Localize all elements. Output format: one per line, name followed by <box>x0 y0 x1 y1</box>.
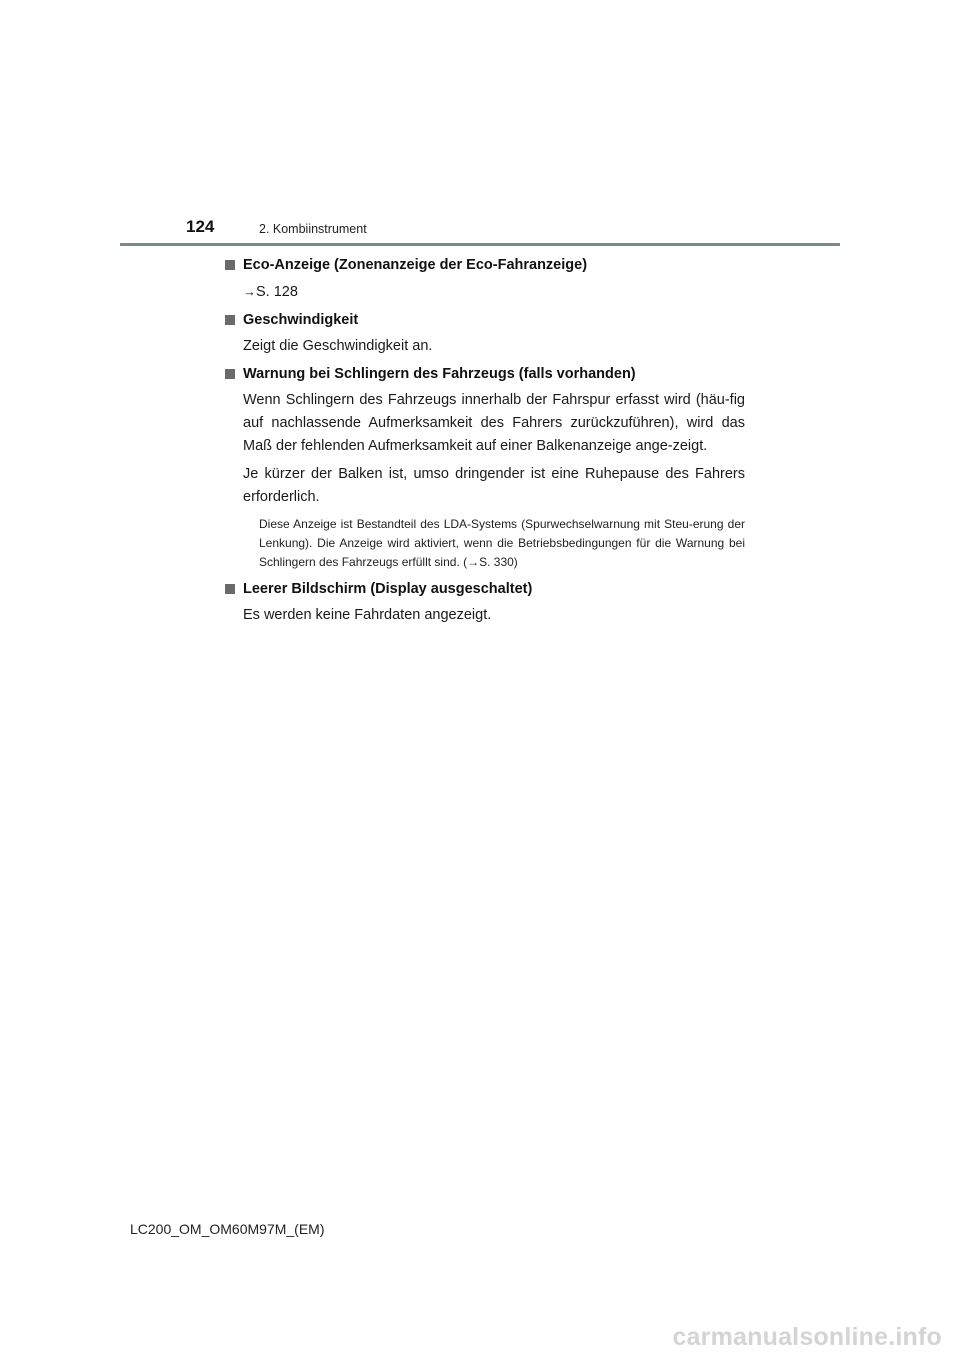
section-geschwindigkeit <box>224 309 745 358</box>
section-heading-text: Eco-Anzeige (Zonenanzeige der Eco-Fahranzeige) <box>243 257 588 273</box>
document-code: LC200_OM_OM60M97M_(EM) <box>130 1221 325 1237</box>
page-content <box>224 254 745 632</box>
section-heading <box>224 363 745 385</box>
section-heading <box>224 309 745 331</box>
page-reference[interactable] <box>224 280 745 304</box>
chapter-title: 2. Kombiinstrument <box>259 222 367 236</box>
section-heading <box>224 578 745 600</box>
body-paragraph: Zeigt die Geschwindigkeit an. <box>243 338 433 354</box>
arrow-right-icon: → <box>243 284 256 299</box>
page-number: 124 <box>186 217 215 236</box>
square-bullet-icon <box>225 369 235 379</box>
arrow-right-icon: → <box>467 555 480 569</box>
square-bullet-icon <box>225 584 235 594</box>
body-paragraph: Wenn Schlingern des Fahrzeugs innerhalb der Fahrspur erfasst wird (häu-fig auf nachlassende Aufmerksamkeit des Fahrers zurückzuführen), wird das Maß der fehlenden Aufmerksamkeit auf einer Balkenanzeige ange-zeigt. <box>243 392 745 454</box>
square-bullet-icon <box>225 260 235 270</box>
page-reference-text: S. 128 <box>256 284 298 300</box>
note-text: Diese Anzeige ist Bestandteil des LDA-Systems (Spurwechselwarnung mit Steu-erung der Lenkung). Die Anzeige wird aktiviert, wenn die Betriebsbedingungen für die Warnung bei Schlingern des Fahrzeugs erfüllt sind. ( <box>259 517 745 569</box>
body-paragraph: Je kürzer der Balken ist, umso dringender ist eine Ruhepause des Fahrers erforderlich. <box>243 466 745 505</box>
note-paragraph <box>224 515 745 572</box>
section-leerer-bildschirm <box>224 578 745 627</box>
watermark: carmanualsonline.info <box>672 1323 942 1351</box>
square-bullet-icon <box>225 315 235 325</box>
note-page-reference[interactable]: S. 330) <box>479 555 518 569</box>
header-rule <box>120 243 840 246</box>
section-heading-text: Geschwindigkeit <box>243 312 359 328</box>
section-heading <box>224 254 745 276</box>
section-schlingern-warnung <box>224 363 745 572</box>
body-paragraph: Es werden keine Fahrdaten angezeigt. <box>243 607 492 623</box>
section-heading-text: Leerer Bildschirm (Display ausgeschaltet) <box>243 581 533 597</box>
section-eco-anzeige <box>224 254 745 304</box>
section-heading-text: Warnung bei Schlingern des Fahrzeugs (falls vorhanden) <box>243 366 636 382</box>
